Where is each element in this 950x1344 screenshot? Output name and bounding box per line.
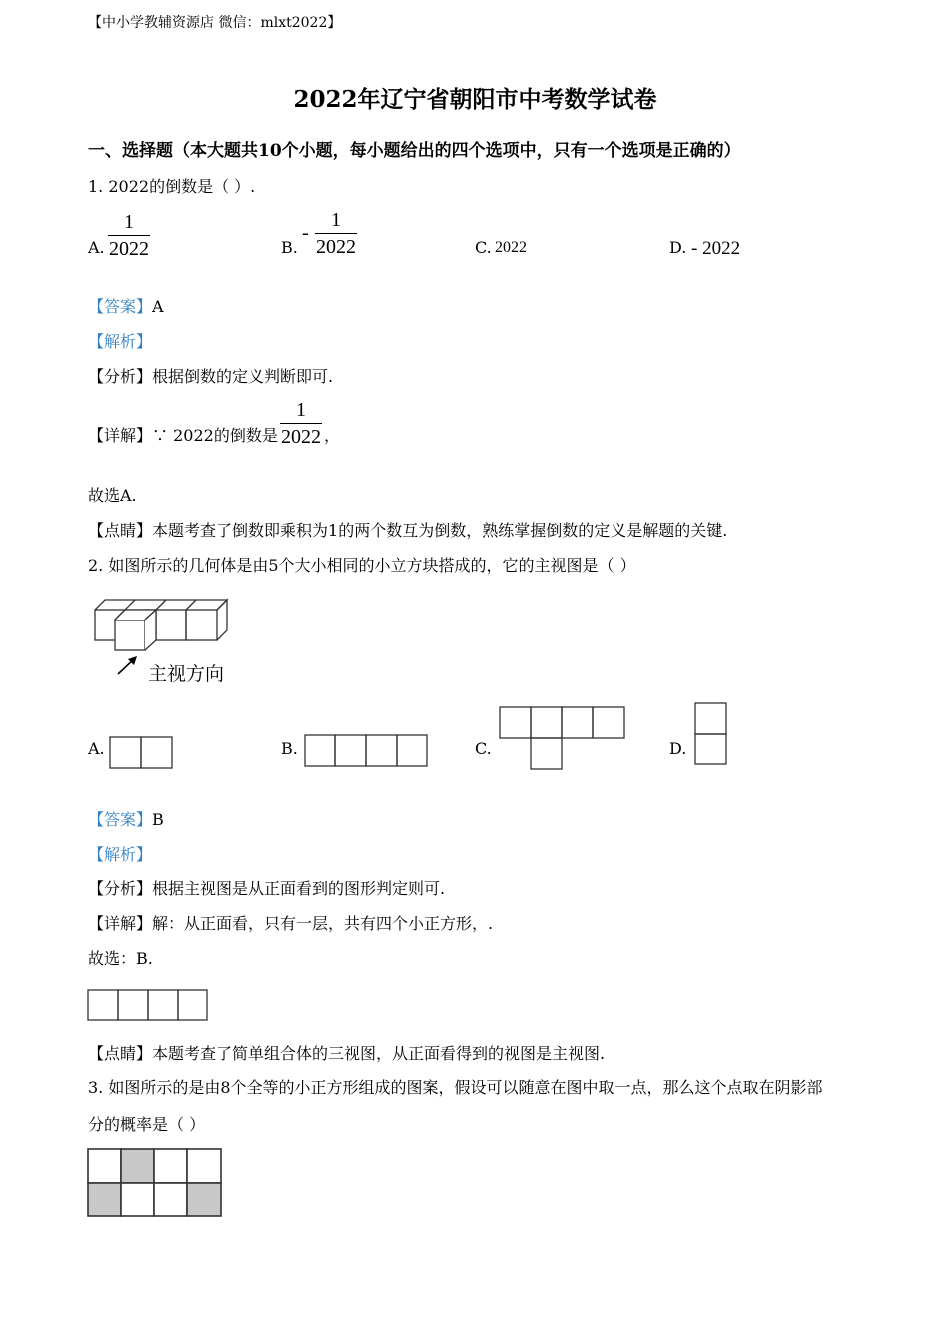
- q3-grid-figure: [87, 1148, 224, 1219]
- q1-detail-fraction: [280, 399, 322, 448]
- q2-stem: 2. 如图所示的几何体是由5个大小相同的小立方块搭成的，它的主视图是（ ）: [88, 556, 636, 575]
- fenxi-tag: 【分析】: [88, 367, 153, 386]
- answer-value: A: [152, 297, 164, 316]
- q2-analysis-tag: 【解析】: [88, 845, 153, 864]
- comment-text: 本题考查了倒数即乘积为1的两个数互为倒数，熟练掌握倒数的定义是解题的关键.: [152, 521, 728, 540]
- q2-option-a-figure: [109, 736, 174, 770]
- q2-fenxi: [88, 879, 445, 899]
- detail-numerator: 1: [296, 399, 306, 421]
- q1-option-a-numerator: 1: [124, 211, 134, 233]
- q1-option-b-sign: -: [302, 222, 309, 244]
- q1-option-b-denominator: 2022: [316, 236, 356, 258]
- q2-option-b-label: B.: [281, 739, 298, 758]
- q1-option-a-fraction: [108, 211, 150, 260]
- answer-tag: 【答案】: [88, 810, 153, 829]
- q1-detail-end: ，: [324, 426, 341, 445]
- q1-fenxi: [88, 367, 333, 387]
- fenxi-text: 根据倒数的定义判断即可.: [152, 367, 334, 386]
- fenxi-text: 根据主视图是从正面看到的图形判定则可.: [152, 879, 446, 898]
- q1-stem: 1. 2022的倒数是（ ）.: [88, 177, 256, 196]
- comment-text: 本题考查了简单组合体的三视图，从正面看得到的视图是主视图.: [152, 1044, 606, 1063]
- q2-answer: [88, 810, 164, 830]
- q1-choose: 故选A.: [88, 486, 137, 505]
- detail-tag: 【详解】: [88, 426, 153, 445]
- q2-option-d-label: D.: [669, 739, 687, 758]
- q2-view-direction-label: 主视方向: [148, 663, 225, 685]
- q2-choose: 故选：B.: [88, 949, 153, 968]
- q1-answer: [88, 297, 164, 317]
- q1-option-a-label: A.: [88, 238, 105, 257]
- q1-option-d-value: - 2022: [691, 238, 741, 259]
- fraction-bar: [108, 235, 150, 236]
- q3-stem-line1: 3. 如图所示的是由8个全等的小正方形组成的图案，假设可以随意在图中取一点，那么这个点取在阴影部: [88, 1078, 823, 1097]
- detail-text: 解：从正面看，只有一层，共有四个小正方形，.: [152, 914, 494, 933]
- answer-value: B: [152, 810, 164, 829]
- q2-option-b-figure: [304, 734, 429, 768]
- section-heading: 一、选择题（本大题共10个小题，每小题给出的四个选项中，只有一个选项是正确的）: [88, 141, 741, 161]
- q2-comment: [88, 1044, 605, 1064]
- q1-analysis-tag: 【解析】: [88, 332, 153, 351]
- q1-option-b-fraction: [315, 209, 357, 258]
- q2-option-c-figure: [499, 706, 626, 771]
- detail-text: ∵ 2022的倒数是: [152, 426, 278, 445]
- q2-option-d-figure: [694, 702, 728, 766]
- q2-option-c-label: C.: [475, 739, 492, 758]
- q1-option-b-label: B.: [281, 238, 298, 257]
- detail-tag: 【详解】: [88, 914, 153, 933]
- q1-comment: [88, 521, 727, 541]
- header-watermark: 【中小学教辅资源店 微信：mlxt2022】: [88, 15, 342, 31]
- q1-option-c-value: 2022: [495, 239, 527, 256]
- fraction-bar: [315, 233, 357, 234]
- q3-stem-line2: 分的概率是（ ）: [88, 1115, 206, 1134]
- answer-tag: 【答案】: [88, 297, 153, 316]
- q1-option-c-label: C.: [475, 238, 492, 257]
- q2-detail: [88, 914, 493, 934]
- q2-answer-figure: [87, 989, 209, 1022]
- page-title: 2022年辽宁省朝阳市中考数学试卷: [293, 86, 657, 113]
- comment-tag: 【点睛】: [88, 1044, 153, 1063]
- q1-option-a-denominator: 2022: [109, 238, 149, 260]
- q1-option-b-numerator: 1: [331, 209, 341, 231]
- q2-option-a-label: A.: [88, 739, 105, 758]
- comment-tag: 【点睛】: [88, 521, 153, 540]
- fenxi-tag: 【分析】: [88, 879, 153, 898]
- q1-option-d-label: D.: [669, 238, 687, 257]
- fraction-bar: [280, 423, 322, 424]
- q1-detail: [88, 426, 278, 446]
- detail-denominator: 2022: [281, 426, 321, 448]
